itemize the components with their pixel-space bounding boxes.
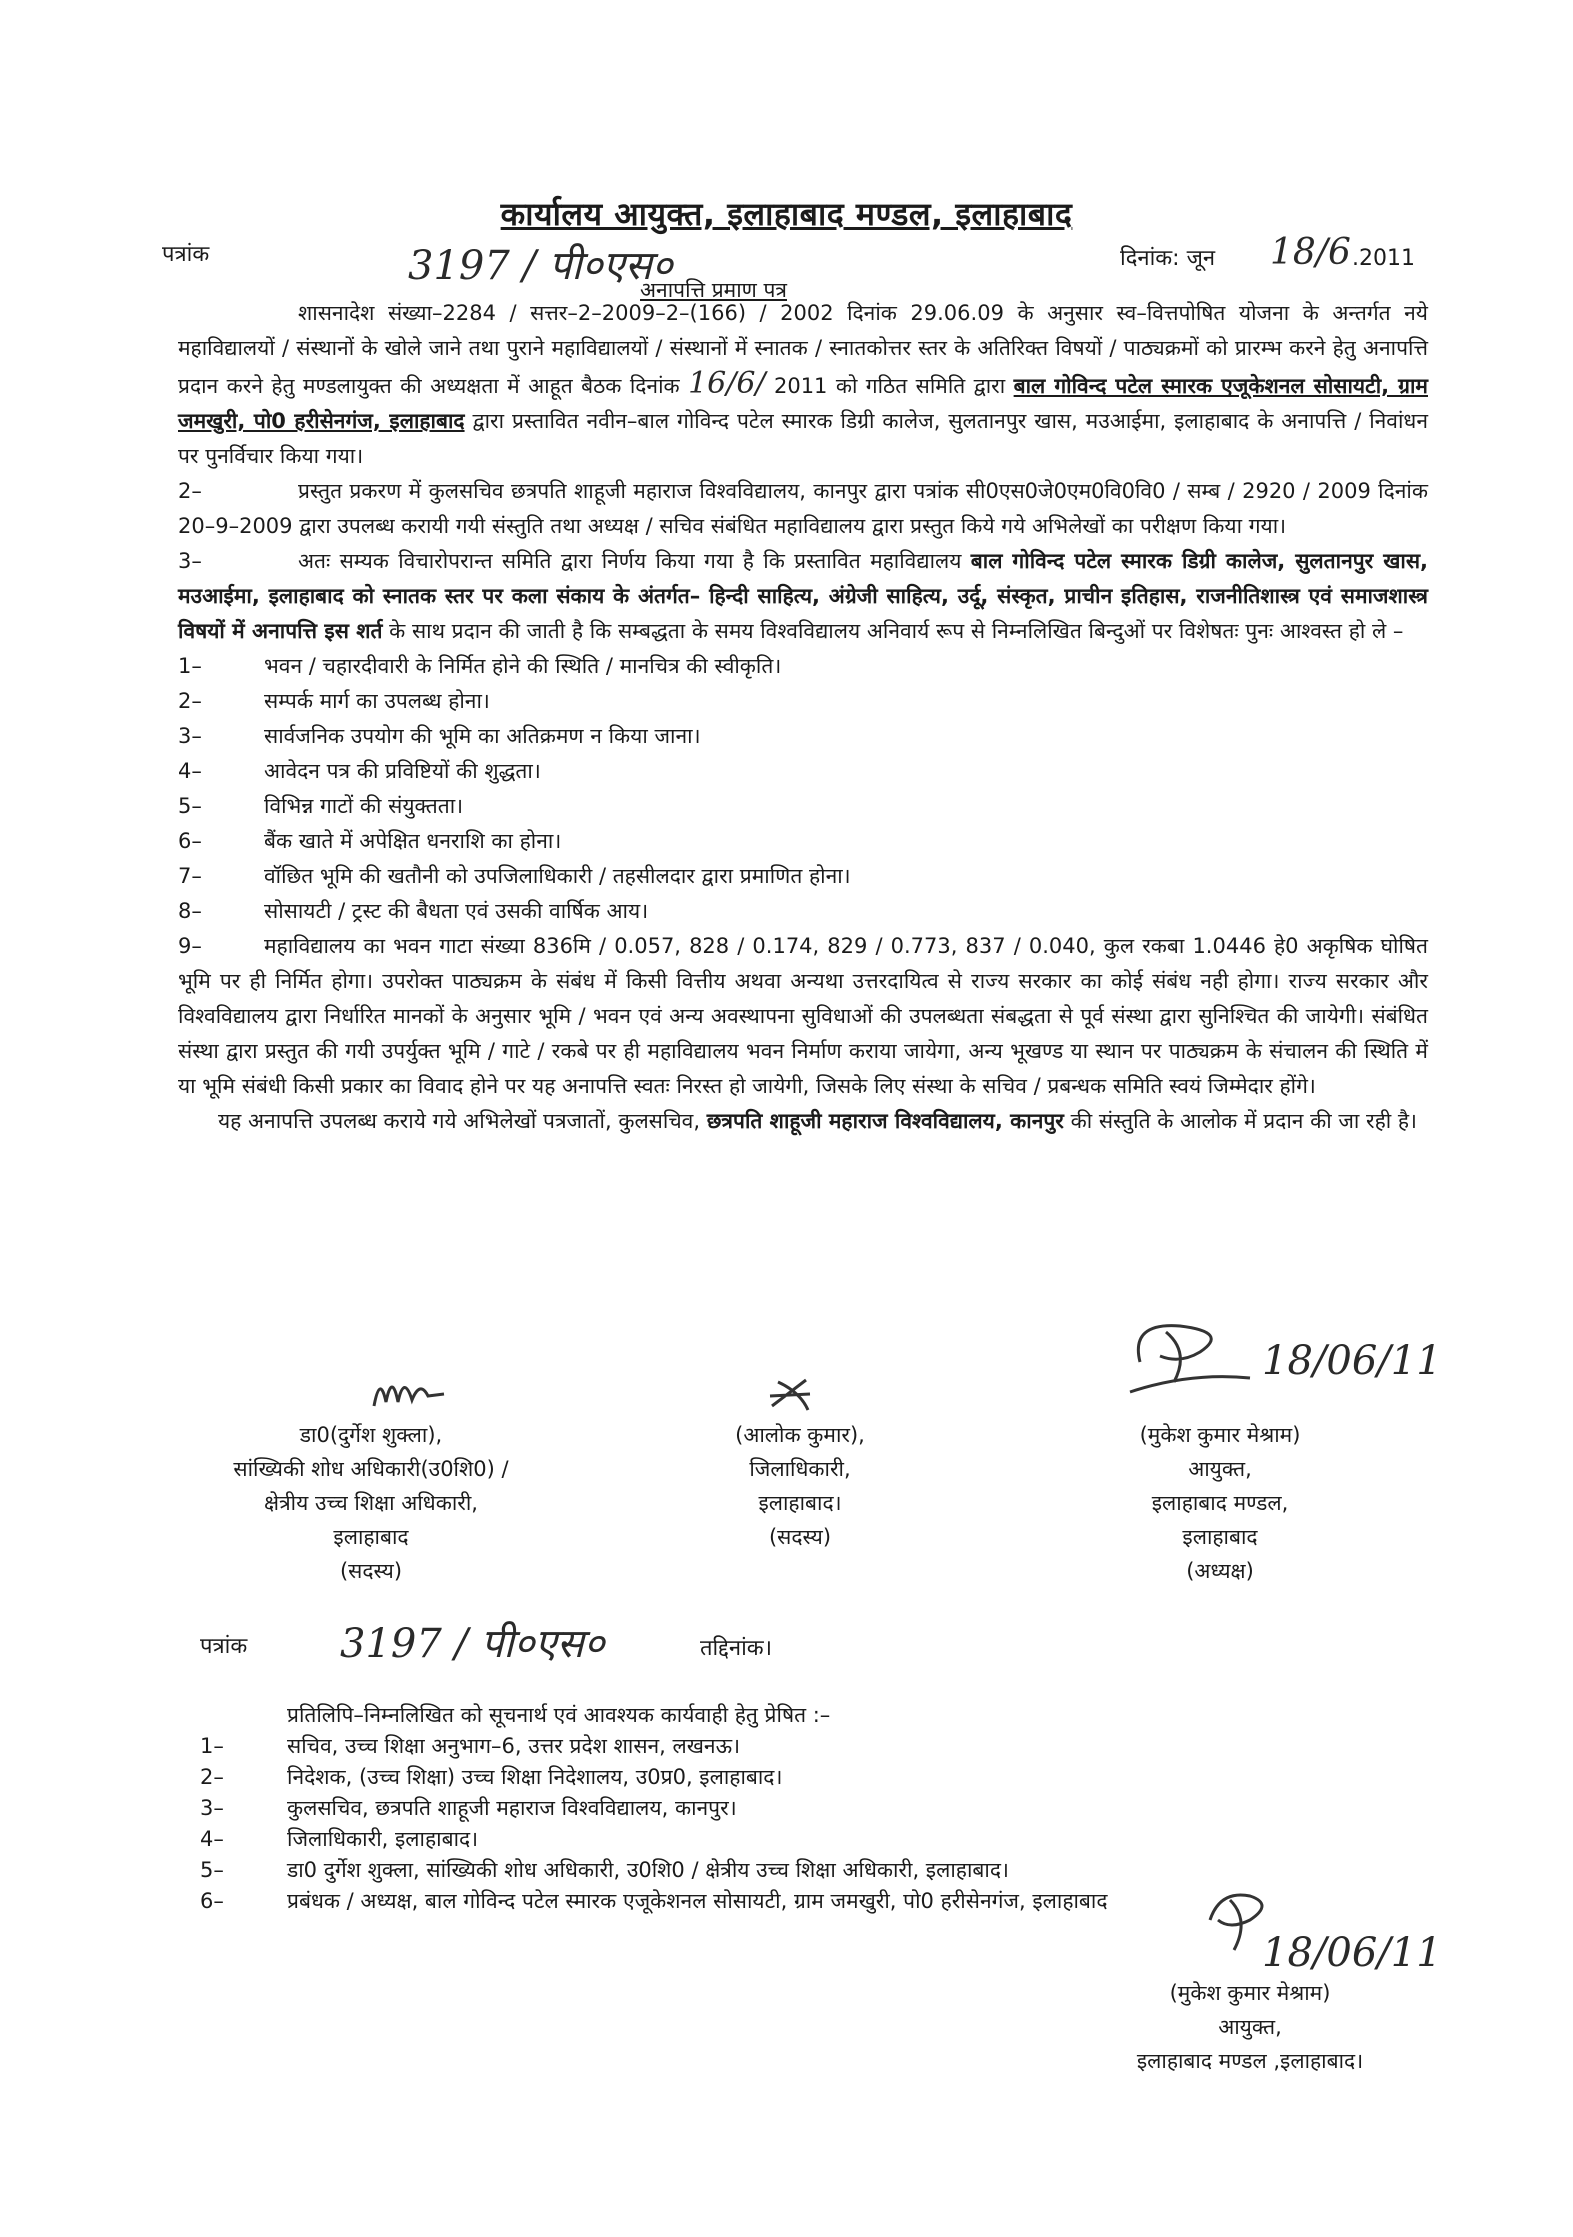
copy-distribution-list [200, 1700, 1350, 1917]
copy-item-number: 3– [200, 1796, 224, 1820]
signatory-right-division: इलाहाबाद मण्डल, [1151, 1491, 1289, 1515]
copy-item [200, 1731, 1350, 1762]
closing-a: यह अनापत्ति उपलब्ध कराये गये अभिलेखों पत्रजातों, कुलसचिव, [218, 1109, 701, 1133]
copy-item [200, 1762, 1350, 1793]
condition-number: 8– [178, 899, 202, 923]
condition-text: बैंक खाते में अपेक्षित धनराशि का होना। [264, 829, 562, 853]
copy-item [200, 1793, 1350, 1824]
p2-text: प्रस्तुत प्रकरण में कुलसचिव छत्रपति शाहूजी महाराज विश्वविद्यालय, कानपुर द्वारा पत्रांक सी0एस0जे0एम0वि0वि0 / सम्ब / 2920 / 2009 दिनांक 20–9–2009 द्वारा उपलब्ध करायी गयी संस्तुति तथा अध्यक्ष / सचिव संबंधित महाविद्यालय द्वारा प्रस्तुत किये गये अभिलेखों का परीक्षण किया गया। [178, 479, 1428, 538]
p1-text: शासनादेश संख्या–2284 / सत्तर–2–2009–2–(166) / 2002 दिनांक 29.06.09 के अनुसार स्व–वित्तपोषित योजना के अन्तर्गत नये महाविद्यालयों / संस्थानों के खोले जाने तथा पुराने महाविद्यालयों / संस्थानों में स्नातक / स्नातकोत्तर स्तर के अतिरिक्त विषयों / पाठ्यक्रमों को प्रारम्भ करने हेतु अनापत्ति प्रदान करने हेतु मण्डलायुक्त की अध्यक्षता में आहूत बैठक दिनांक [178, 301, 1428, 398]
condition-item [178, 859, 1428, 894]
condition-9-number: 9– [178, 934, 202, 958]
copy-signatory [1100, 1976, 1400, 2078]
copy-item-number: 6– [200, 1889, 224, 1913]
condition-item [178, 894, 1428, 929]
signatory-middle-role: (सदस्य) [768, 1525, 832, 1549]
p3-college-subjects: बाल गोविन्द पटेल स्मारक डिग्री कालेज, सुलतानपुर खास, मउआईमा, इलाहाबाद को स्नातक स्तर पर कला संकाय के अंतर्गत– हिन्दी साहित्य, अंग्रेजी साहित्य, उर्दू, संस्कृत, प्राचीन इतिहास, राजनीतिशास्त्र एवं समाजशास्त्र विषयों में अनापत्ति इस शर्त [178, 549, 1429, 643]
copy-sign-date-handwritten: 18/06/11 [1262, 1930, 1442, 1976]
condition-number: 4– [178, 759, 202, 783]
condition-text: विभिन्न गाटों की संयुक्तता। [264, 794, 464, 818]
condition-number: 6– [178, 829, 202, 853]
condition-item [178, 754, 1428, 789]
signatory-right-place: इलाहाबाद [1182, 1525, 1258, 1549]
copy-item-text: प्रबंधक / अध्यक्ष, बाल गोविन्द पटेल स्मारक एजूकेशनल सोसायटी, ग्राम जमखुरी, पो0 हरीसेनगंज, इलाहाबाद [287, 1889, 1108, 1913]
condition-text: सार्वजनिक उपयोग की भूमि का अतिक्रमण न किया जाना। [264, 724, 701, 748]
copy-item [200, 1855, 1350, 1886]
signatory-right-role: (अध्यक्ष) [1186, 1559, 1254, 1583]
copy-item-text: डा0 दुर्गेश शुक्ला, सांख्यिकी शोध अधिकारी, उ0शि0 / क्षेत्रीय उच्च शिक्षा अधिकारी, इलाहाबाद। [287, 1858, 1009, 1882]
signature-scribble-middle [760, 1370, 820, 1420]
signatory-right [1080, 1418, 1360, 1588]
paragraph-3 [178, 544, 1428, 649]
copy-item [200, 1886, 1350, 1917]
p3-text-b: के साथ प्रदान की जाती है कि सम्बद्धता के समय विश्वविद्यालय अनिवार्य रूप से निम्नलिखित बिन्दुओं पर विशेषतः पुनः आश्वस्त हो ले – [389, 619, 1404, 643]
signatory-middle [680, 1418, 920, 1554]
condition-text: वॉछित भूमि की खतौनी को उपजिलाधिकारी / तहसीलदार द्वारा प्रमाणित होना। [264, 864, 851, 888]
copy-item-text: निदेशक, (उच्च शिक्षा) उच्च शिक्षा निदेशालय, उ0प्र0, इलाहाबाद। [287, 1765, 783, 1789]
closing-b: की संस्तुति के आलोक में प्रदान की जा रही है। [1070, 1109, 1417, 1133]
copy-item-text: जिलाधिकारी, इलाहाबाद। [287, 1827, 479, 1851]
copy-ref-label: पत्रांक [200, 1634, 248, 1659]
condition-item [178, 649, 1428, 684]
signatory-left-designation-2: क्षेत्रीय उच्च शिक्षा अधिकारी, [264, 1491, 478, 1515]
copy-item-text: कुलसचिव, छत्रपति शाहूजी महाराज विश्वविद्यालय, कानपुर। [287, 1796, 737, 1820]
signatory-left [186, 1418, 556, 1588]
signatory-middle-place: इलाहाबाद। [758, 1491, 842, 1515]
condition-9 [178, 929, 1428, 1104]
condition-number: 7– [178, 864, 202, 888]
condition-text: भवन / चहारदीवारी के निर्मित होने की स्थिति / मानचित्र की स्वीकृति। [264, 654, 782, 678]
condition-item [178, 824, 1428, 859]
ref-label: पत्रांक [162, 242, 210, 267]
date-label: दिनांक: जून [1120, 246, 1216, 271]
copy-item-number: 1– [200, 1734, 224, 1758]
p3-number: 3– [178, 549, 202, 573]
copy-signatory-name: (मुकेश कुमार मेश्राम) [1169, 1981, 1331, 2005]
p1-cont: 2011 को गठित समिति द्वारा [773, 374, 1006, 398]
right-sign-date-handwritten: 18/06/11 [1262, 1338, 1442, 1384]
signatory-left-name: डा0(दुर्गेश शुक्ला), [299, 1423, 443, 1447]
signatory-left-role: (सदस्य) [339, 1559, 403, 1583]
closing-university: छत्रपति शाहूजी महाराज विश्वविद्यालय, कानपुर [706, 1109, 1064, 1133]
copy-item-number: 2– [200, 1765, 224, 1789]
signatory-right-name: (मुकेश कुमार मेश्राम) [1139, 1423, 1301, 1447]
copy-intro: प्रतिलिपि–निम्नलिखित को सूचनार्थ एवं आवश्यक कार्यवाही हेतु प्रेषित :– [287, 1703, 831, 1727]
date-year: .2011 [1352, 246, 1415, 271]
condition-item [178, 719, 1428, 754]
signatory-middle-designation: जिलाधिकारी, [749, 1457, 851, 1481]
date-handwritten: 18/6 [1270, 232, 1351, 273]
p1-date-handwritten: 16/6/ [688, 366, 766, 401]
copy-item-number: 4– [200, 1827, 224, 1851]
paragraph-2 [178, 474, 1428, 544]
copy-item-number: 5– [200, 1858, 224, 1882]
copy-signatory-designation: आयुक्त, [1218, 2015, 1282, 2039]
condition-text: आवेदन पत्र की प्रविष्टियों की शुद्धता। [264, 759, 541, 783]
signatory-right-designation: आयुक्त, [1188, 1457, 1252, 1481]
signatory-middle-name: (आलोक कुमार), [735, 1423, 865, 1447]
condition-text: सोसायटी / ट्रस्ट की बैधता एवं उसकी वार्षिक आय। [264, 899, 649, 923]
signatory-left-designation: सांख्यिकी शोध अधिकारी(उ0शि0) / [233, 1457, 509, 1481]
copy-date-label: तद्दिनांक। [700, 1636, 773, 1661]
condition-number: 2– [178, 689, 202, 713]
signature-scribble-right [1120, 1312, 1260, 1422]
closing-paragraph [178, 1104, 1428, 1139]
condition-number: 3– [178, 724, 202, 748]
copy-ref-number-handwritten: 3197 / पी०एस० [340, 1621, 605, 1667]
condition-number: 5– [178, 794, 202, 818]
signature-scribble-left [366, 1366, 456, 1416]
society-name: बाल गोविन्द पटेल स्मारक एजूकेशनल सोसायटी, ग्राम जमखुरी, पो0 हरीसेनगंज, इलाहाबाद [178, 374, 1428, 433]
paragraph-1 [178, 296, 1428, 474]
condition-number: 1– [178, 654, 202, 678]
condition-text: सम्पर्क मार्ग का उपलब्ध होना। [264, 689, 490, 713]
document-body [178, 296, 1428, 1139]
copy-item-text: सचिव, उच्च शिक्षा अनुभाग–6, उत्तर प्रदेश शासन, लखनऊ। [287, 1734, 741, 1758]
p3-text-a: अतः सम्यक विचारोपरान्त समिति द्वारा निर्णय किया गया है कि प्रस्तावित महाविद्यालय [298, 549, 962, 573]
office-title: कार्यालय आयुक्त, इलाहाबाद मण्डल, इलाहाबाद [500, 195, 1073, 233]
condition-item [178, 789, 1428, 824]
p1-end: द्वारा प्रस्तावित नवीन–बाल गोविन्द पटेल स्मारक डिग्री कालेज, सुलतानपुर खास, मउआईमा, इलाहाबाद के अनापत्ति / निवांधन पर पुनर्विचार किया गया। [178, 409, 1428, 468]
ref-number-handwritten: 3197 / पी०एस० [408, 243, 673, 289]
p2-number: 2– [178, 479, 202, 503]
document-title: अनापत्ति प्रमाण पत्र [640, 278, 788, 302]
copy-signatory-place: इलाहाबाद मण्डल ,इलाहाबाद। [1136, 2049, 1364, 2073]
condition-9-text: महाविद्यालय का भवन गाटा संख्या 836मि / 0.057, 828 / 0.174, 829 / 0.773, 837 / 0.040, कुल रकबा 1.0446 हे0 अकृषिक घोषित भूमि पर ही निर्मित होगा। उपरोक्त पाठ्यक्रम के संबंध में किसी वित्तीय अथवा अन्यथा उत्तरदायित्व से राज्य सरकार का कोई संबंध नही होगा। राज्य सरकार और विश्वविद्यालय द्वारा निर्धारित मानकों के अनुसार भूमि / भवन एवं अन्य अवस्थापना सुविधाओं की उपलब्धता संबद्धता से पूर्व संस्था द्वारा सुनिश्चित की जायेगी। संबंधित संस्था द्वारा प्रस्तुत की गयी उपर्युक्त भूमि / गाटे / रकबे पर ही महाविद्यालय भवन निर्माण कराया जायेगा, अन्य भूखण्ड या स्थान पर पाठ्यक्रम के संचालन की स्थिति में या भूमि संबंधी किसी प्रकार का विवाद होने पर यह अनापत्ति स्वतः निरस्त हो जायेगी, जिसके लिए संस्था के सचिव / प्रबन्धक समिति स्वयं जिम्मेदार होंगे। [178, 934, 1428, 1098]
copy-item [200, 1824, 1350, 1855]
signatory-left-place: इलाहाबाद [333, 1525, 409, 1549]
condition-item [178, 684, 1428, 719]
